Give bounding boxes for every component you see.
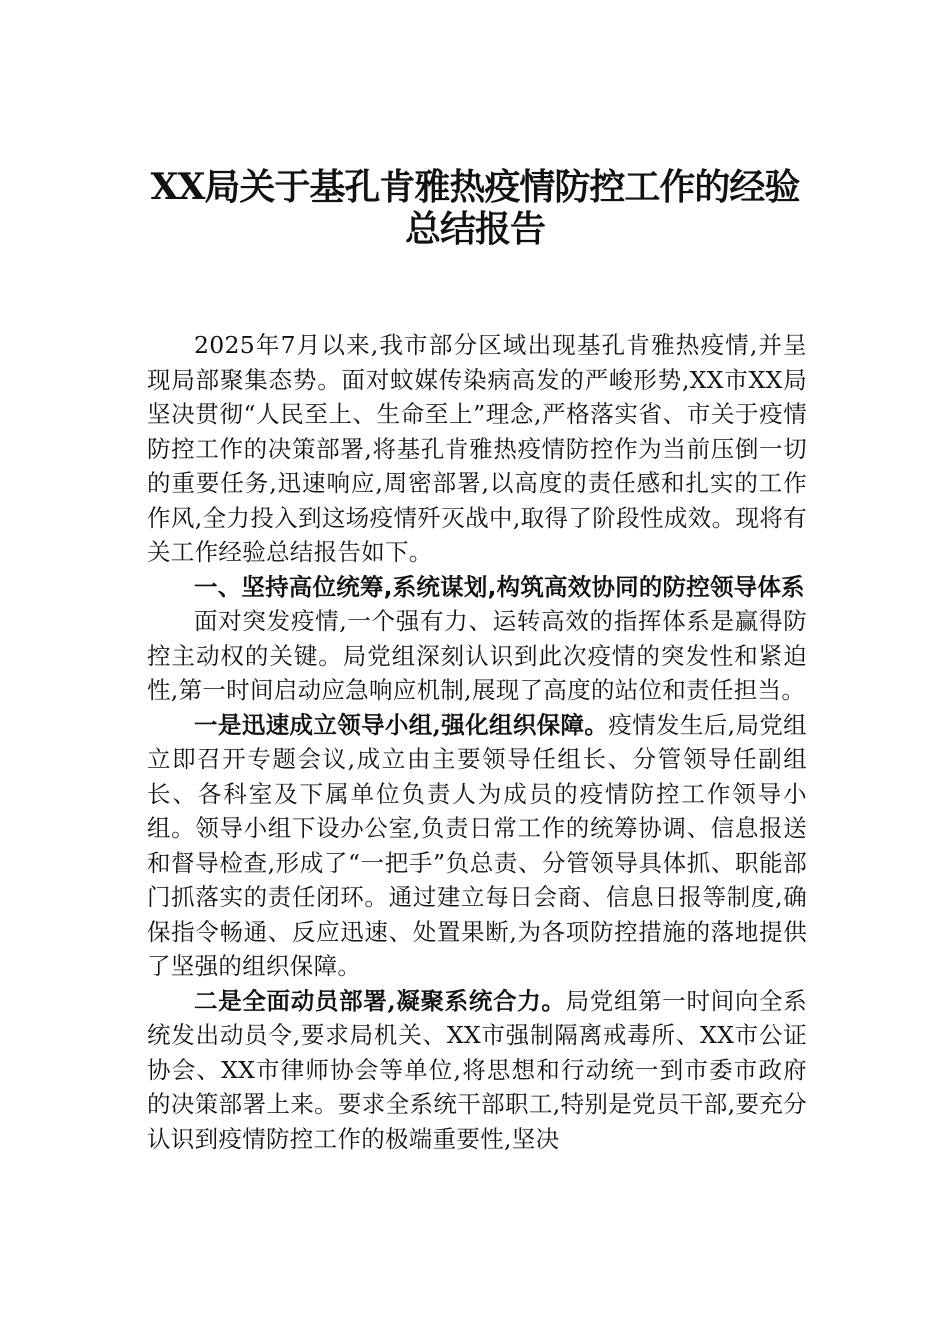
section-1-intro-paragraph bbox=[147, 604, 807, 708]
point-1-paragraph bbox=[147, 708, 807, 984]
document-title-line-2: 总结报告 bbox=[404, 208, 545, 250]
document-title-line-1: XX局关于基孔肯雅热疫情防控工作的经验 bbox=[150, 166, 800, 208]
point-2-lead: 二是全面动员部署,凝聚系统合力。 bbox=[194, 986, 566, 1015]
intro-paragraph bbox=[147, 328, 807, 570]
point-1-lead: 一是迅速成立领导小组,强化组织保障。 bbox=[194, 710, 609, 739]
section-heading-1 bbox=[147, 570, 807, 605]
section-heading-1-text: 一、坚持高位统筹,系统谋划,构筑高效协同的防控领导体系 bbox=[194, 572, 805, 601]
document-body bbox=[147, 328, 807, 1156]
point-2-text: 局党组第一时间向全系统发出动员令,要求局机关、XX市强制隔离戒毒所、XX市公证协会、XX市律师协会等单位,将思想和行动统一到市委市政府的决策部署上来。要求全系统干部职工,特别是党员干部,要充分认识到疫情防控工作的极端重要性,坚决 bbox=[147, 986, 808, 1153]
intro-paragraph-text: 2025年7月以来,我市部分区域出现基孔肯雅热疫情,并呈现局部聚集态势。面对蚊媒传染病高发的严峻形势,XX市XX局坚决贯彻“人民至上、生命至上”理念,严格落实省、市关于疫情防控工作的决策部署,将基孔肯雅热疫情防控作为当前压倒一切的重要任务,迅速响应,周密部署,以高度的责任感和扎实的工作作风,全力投入到这场疫情歼灭战中,取得了阶段性成效。现将有关工作经验总结报告如下。 bbox=[147, 331, 807, 566]
section-1-intro-text: 面对突发疫情,一个强有力、运转高效的指挥体系是赢得防控主动权的关键。局党组深刻认识到此次疫情的突发性和紧迫性,第一时间启动应急响应机制,展现了高度的站位和责任担当。 bbox=[147, 607, 807, 704]
point-1-text: 疫情发生后,局党组立即召开专题会议,成立由主要领导任组长、分管领导任副组长、各科室及下属单位负责人为成员的疫情防控工作领导小组。领导小组下设办公室,负责日常工作的统筹协调、信息报送和督导检查,形成了“一把手”负总责、分管领导具体抓、职能部门抓落实的责任闭环。通过建立每日会商、信息日报等制度,确保指令畅通、反应迅速、处置果断,为各项防控措施的落地提供了坚强的组织保障。 bbox=[147, 710, 807, 980]
point-2-paragraph bbox=[147, 984, 807, 1157]
